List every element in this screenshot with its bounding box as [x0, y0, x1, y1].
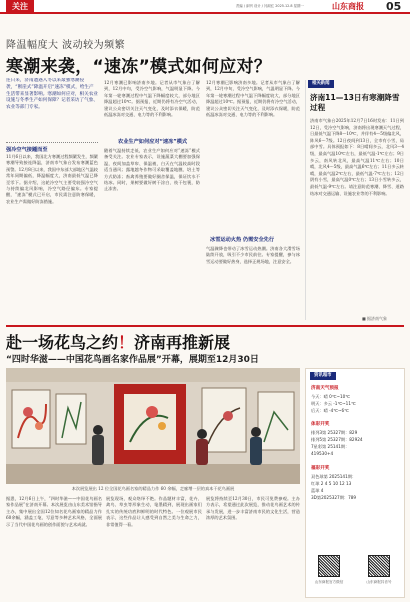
related-news-title: 济南11—13日有寒潮降雪过程	[310, 93, 400, 112]
story2-column-3: 展览将持续至12月30日，市民可免费参观。主办方表示，希望通过此次展览，推动花鸟画艺术的传承与发展，进一步丰富济南市民的文化生活，营造浓厚的艺术氛围。	[206, 496, 300, 521]
welfare-line-3: 蓝球 4	[311, 488, 324, 493]
story1-subhead-3: 冰雪运动火热 仍需安全先行	[210, 237, 275, 243]
lottery-title: 体彩开奖	[311, 422, 330, 427]
info-box	[305, 368, 405, 598]
related-news-credit: ■ 据济南气象	[362, 316, 388, 321]
weather-line-3: 后天：晴 -4℃~6℃	[311, 408, 349, 413]
lottery-line-4: 419530+4	[311, 451, 334, 456]
lottery-line-2: 排列5第 25327期：82924	[311, 437, 363, 442]
story1-lead	[6, 78, 98, 142]
story1-subhead-2: 农业生产如何应对“速冻”模式	[118, 139, 188, 145]
story1-column-5: 气温骤降也带动了冰雪运动热潮。济南各大滑雪场陆续开放，吸引不少市民前往。专家提醒，参与冰雪运动要做好热身，选择正规场地，注意安全。	[206, 246, 300, 264]
header-meta: 责编 / 副刊 设计 / 闫淑红 2025.12.8 星期一	[236, 4, 304, 8]
story1-column-2: 12月寒潮已影响济南多地。记者从市气象台了解到，12月中旬，受冷空气影响，气温明显下降。今年第一轮寒潮过程中气温下降幅度较大，部分地区降温超过10℃。据预报，近期仍将有冷空气活动，建议公众密切关注天气变化，及时添衣保暖，防范低温冰冻对交通、电力等的不利影响。	[104, 80, 200, 118]
story2-column-1: 据悉，12月6日上午，“四时华滋——中国花鸟画名家作品展”在济南开幕。本次展览由山东美术馆指导主办，集中展出全国12位知名花鸟画家的精品力作60余幅，涵盖工笔、写意等多种艺术风格，全面展示了当代中国花鸟画的创作面貌与艺术成就。	[6, 496, 102, 527]
story1-kicker: 降温幅度大 波动较为频繁	[6, 40, 126, 51]
page-number: 05	[386, 0, 402, 13]
section-tag: 关注	[6, 0, 34, 14]
masthead: 山东商报	[332, 2, 364, 11]
info-tag: 资讯超市	[310, 372, 336, 380]
exhibition-photo-image	[6, 368, 300, 484]
welfare-line-1: 双色球第 2025141期：	[311, 474, 357, 479]
weather-title: 济南天气预报	[311, 386, 339, 391]
related-news-tag: 相关新闻	[308, 80, 334, 88]
story1-column-4: 12月寒潮已影响济南多地。记者从市气象台了解到，12月中旬，受冷空气影响，气温明显下降。今年第一轮寒潮过程中气温下降幅度较大，部分地区降温超过10℃。据预报，近期仍将有冷空气活动，建议公众密切关注天气变化，及时添衣保暖，防范低温冰冻对交通、电力等的不利影响。	[206, 80, 300, 118]
photo-caption: 本次展览展出 12 位全国花鸟画名家的精品力作 60 余幅，走廊增一层的真本干花鸟画展	[71, 486, 235, 491]
welfare-title: 福彩开奖	[311, 466, 330, 471]
story2-headline-exclamation: ！	[118, 333, 135, 352]
story2-column-2: 展览现场，观众络绎不绝。作品题材丰富，花卉、禽鸟、草虫等形象生动，笔墨精到，展现出画家们扎实的传统功底和鲜明的时代特色。一位观展市民表示，这些作品让人感受到自然之美与生命之力，非常值得一看。	[106, 496, 202, 527]
wechat-qr-label: 山东商报官方微信	[314, 580, 344, 584]
story1-column-3: 随着气温持续走低，农业生产如何应对“速冻”模式备受关注。农业专家表示，设施蔬菜大棚要加强保温，夜间加盖草帘、保温被，白天在气温较高时段适当通风；露地越冬作物可采取覆盖地膜、培土等方式防冻；畜禽养殖要做好圈舍保温，保证饮水不结冰。同时，果树要做好树干涂白、枝干包裹，防止冻害。	[104, 148, 200, 192]
related-news-box	[305, 80, 405, 320]
related-news-body: 济南市气象台2025年12月7日16时发布：11日到12日，受冷空气影响，济南将出现寒潮天气过程，日最低气温下降8～10℃，并伴有4～5级偏北风，阵风6～7级。12日夜间到13日，全市有小雪，局部中雪。具体预报如下：8日晴间多云，北风3～4级，最高气温10℃左右，最低气温-1℃左右；9日多云，南风转北风，最高气温11℃左右；10日晴，北风4～5级，最高气温6℃左右；11日多云转晴，最高气温2℃左右，最低气温-7℃左右；12日阴有小雪，最高气温0℃左右；13日小雪转多云，最低气温-9℃左右。请注意防范寒潮、降雪、道路结冰对交通运输、设施农业等的不利影响。	[310, 118, 404, 196]
douyin-qr-label: 山东商报抖音号	[366, 580, 392, 584]
story2-headline-tail: 济南再推新展	[134, 333, 231, 352]
story2-subline: “四时华滋——中国花鸟画名家作品展”开幕，展期至12月30日	[6, 355, 259, 365]
story2-headline-main: 赴一场花鸟之约	[6, 333, 119, 352]
lottery-line-1: 排列3第 25327期：829	[311, 430, 358, 435]
story1-subhead-1: 强冷空气接踵而至	[6, 147, 48, 153]
weather-line-1: 今天：晴 0℃~10℃	[311, 394, 350, 399]
douyin-qr-code[interactable]	[368, 555, 390, 577]
lead-divider	[6, 142, 98, 143]
lottery-line-3: 7星彩第 25141期：	[311, 444, 350, 449]
story2-headline	[6, 330, 230, 353]
page-header-bar	[0, 0, 410, 14]
story1-headline: 寒潮来袭，“速冻”模式如何应对？	[6, 57, 272, 77]
welfare-line-4: 3D第2025327期：789	[311, 495, 357, 500]
story-divider	[6, 325, 404, 327]
wechat-qr-code[interactable]	[318, 555, 340, 577]
exhibition-photo	[6, 368, 300, 484]
story1-column-1: 11月6日以来，我国北方寒潮过程频繁发生，频繁寒潮导致接连降温，济南市气象台发布寒潮蓝色预警。12月8日以来，我国中东部大部地区气温较常年同期偏低，降温幅度大，济南最低气温已降至零下。据介绍，这轮冷空气主要受较强冷空气与持续偏北风影响，冷空气路径偏东。专家提醒，“速冻”模式已开启，市民需注意防寒保暖，农业生产需做好防冻措施。	[6, 154, 98, 204]
weather-line-2: 明天：多云 -1℃~11℃	[311, 401, 356, 406]
lead-text: 连日来，济南遭遇入冬以来最强寒潮侵袭，“断崖式”降温开启“速冻”模式，给生产生活带来显著影响。寒潮如何应对，相关农业设施与冬季生产如何保障？记者采访了气象、农业等部门专家。	[6, 78, 98, 111]
welfare-line-2: 红球 2 4 5 10 12 13	[311, 481, 352, 486]
